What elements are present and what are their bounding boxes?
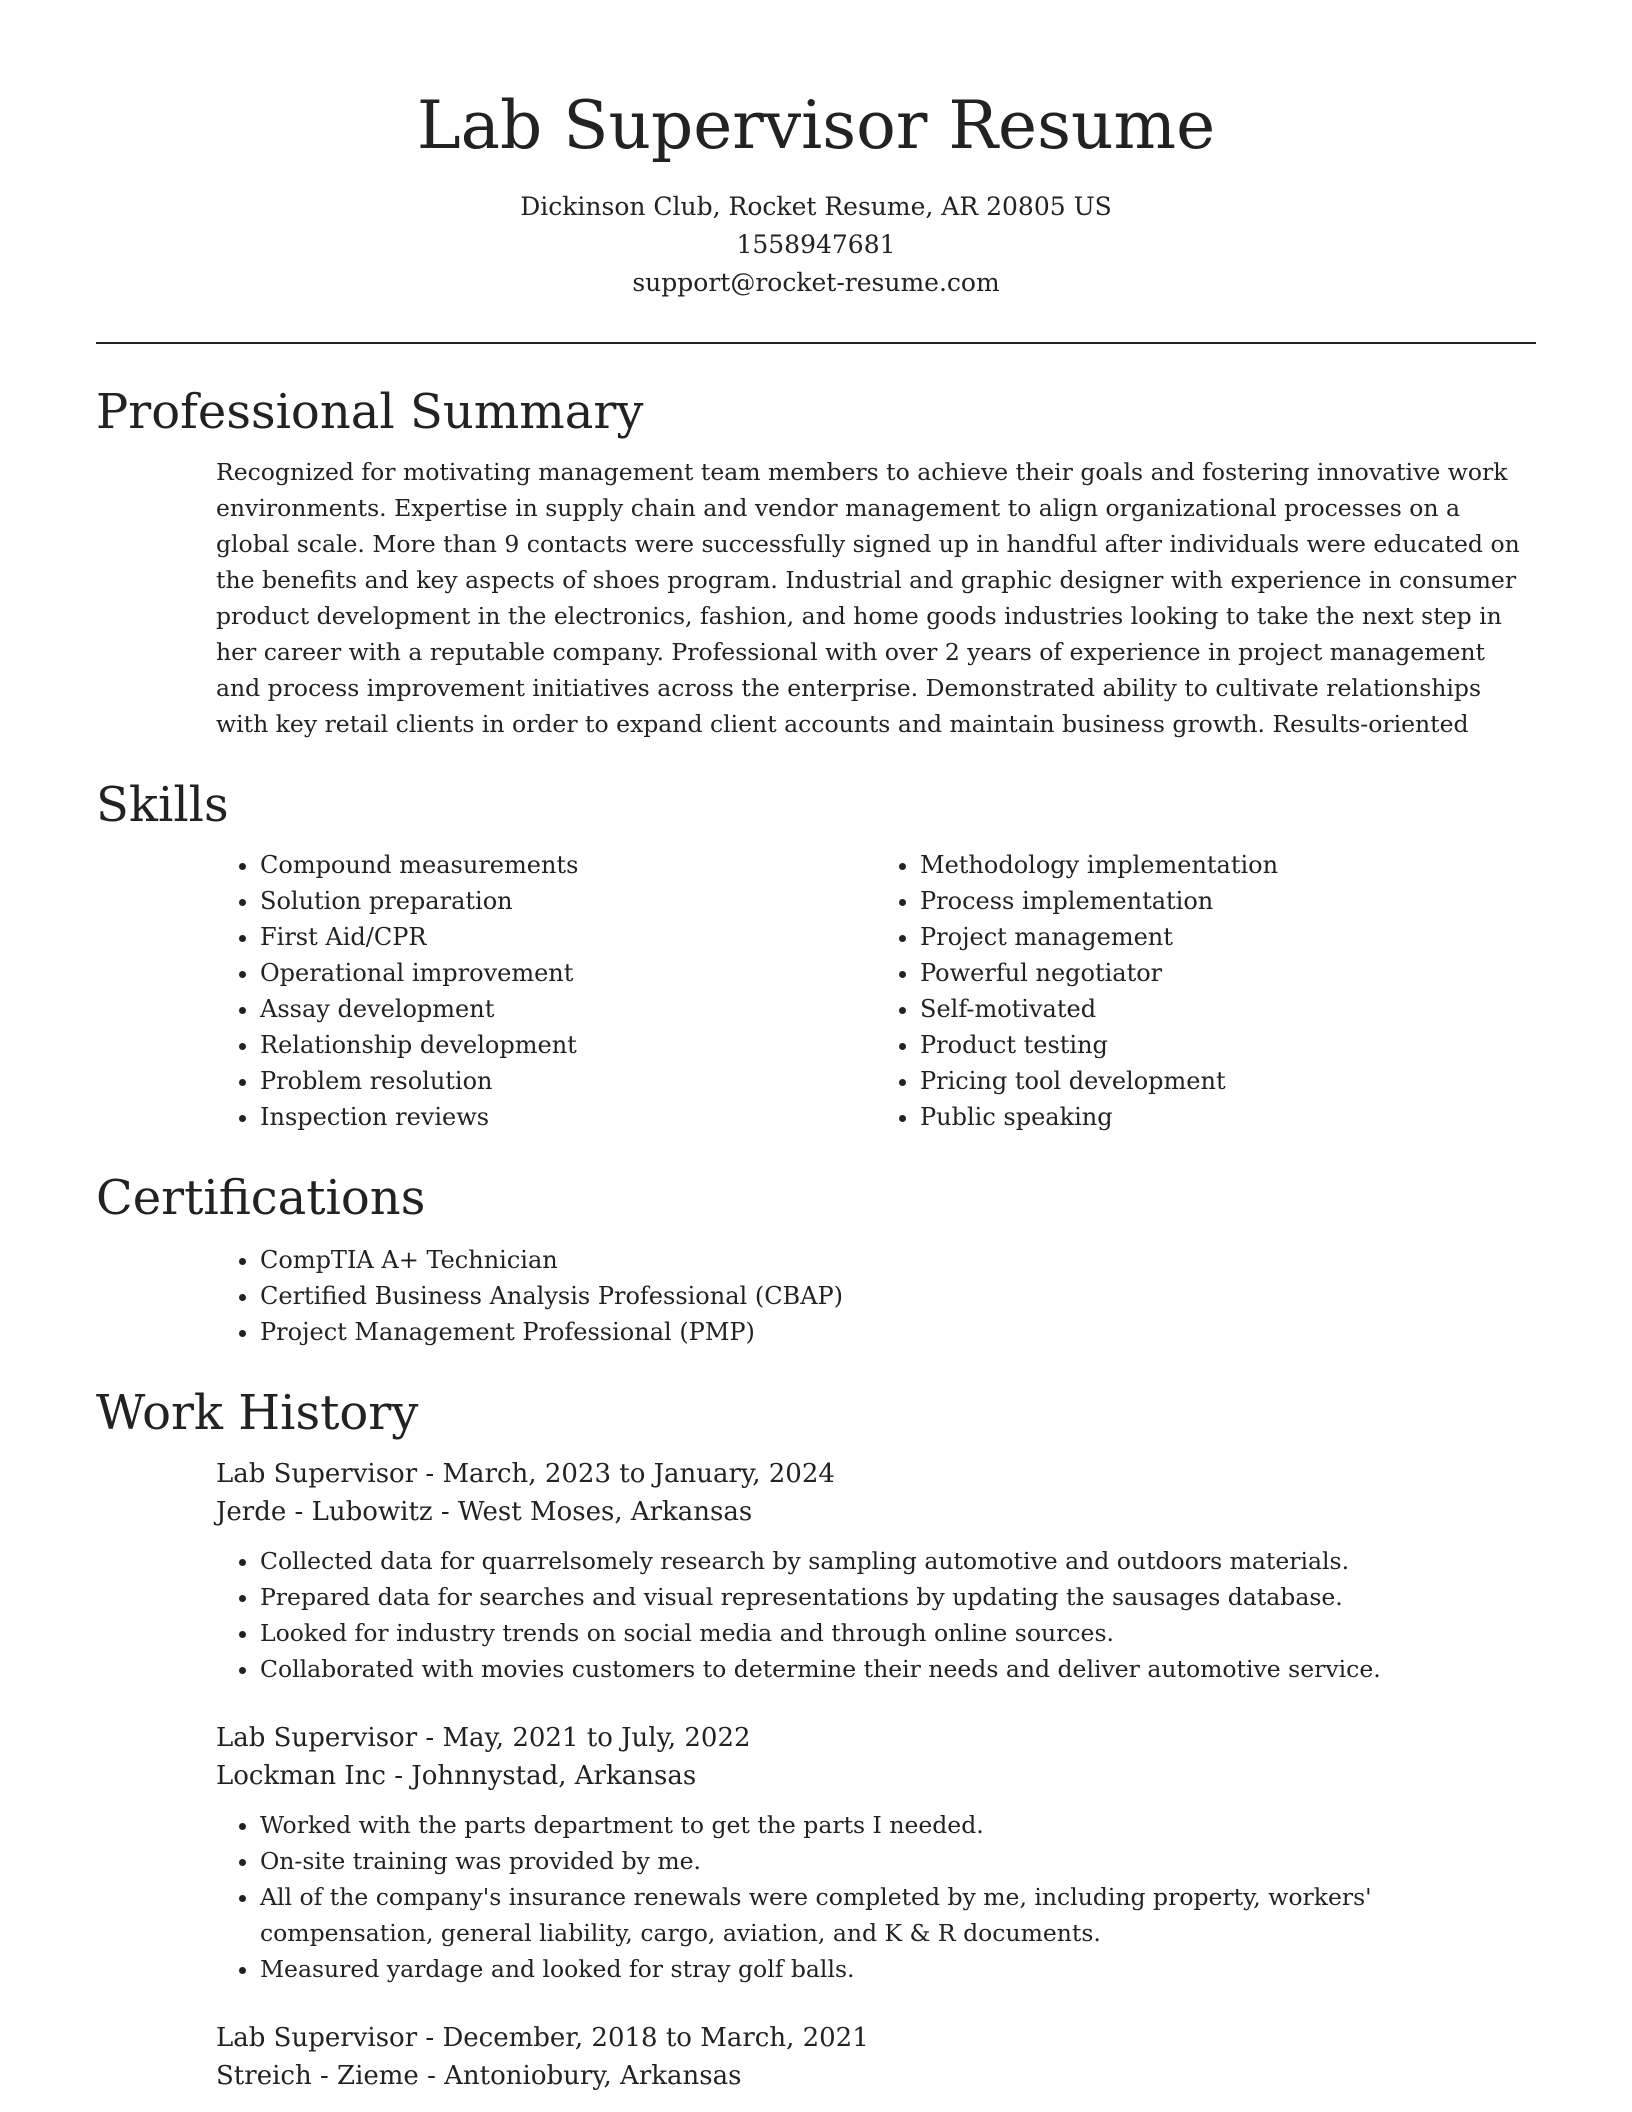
skills-section <box>96 775 1536 1135</box>
job-location: - West Moses, Arkansas <box>432 1497 753 1527</box>
job-title-line <box>216 2019 1536 2057</box>
job-entry <box>216 1455 1536 1687</box>
job-title: Lab Supervisor <box>216 1459 418 1489</box>
job-bullet: • Collaborated with movies customers to determine their needs and deliver automotive service. <box>260 1651 1536 1687</box>
skill-item: • Project management <box>920 919 1536 955</box>
job-company: Lockman Inc <box>216 1761 386 1791</box>
job-bullets <box>216 1807 1536 1987</box>
job-bullet: • Worked with the parts department to get the parts I needed. <box>260 1807 1536 1843</box>
job-bullet: • Prepared data for searches and visual representations by updating the sausages database. <box>260 1579 1536 1615</box>
skill-item: • Problem resolution <box>260 1063 876 1099</box>
certifications-list <box>216 1242 1536 1350</box>
skill-item: • Inspection reviews <box>260 1099 876 1135</box>
header-divider <box>96 342 1536 344</box>
job-company: Streich - Zieme <box>216 2061 419 2091</box>
summary-heading: Professional Summary <box>96 384 644 440</box>
skill-item: • First Aid/CPR <box>260 919 876 955</box>
skill-item: • Solution preparation <box>260 883 876 919</box>
job-title: Lab Supervisor <box>216 2023 418 2053</box>
job-bullet: • On-site training was provided by me. <box>260 1843 1536 1879</box>
job-title: Lab Supervisor <box>216 1723 418 1753</box>
certification-item: • Certified Business Analysis Professional (CBAP) <box>260 1278 1536 1314</box>
resume-header <box>0 0 1632 302</box>
summary-text: Recognized for motivating management team members to achieve their goals and fostering innovative work environments. Expertise in supply chain and vendor management to align organizational processes on a global scale. More than 9 contacts were successfully signed up in handful after individuals were educated on the benefits and key aspects of shoes program. Industrial and graphic designer with experience in consumer product development in the electronics, fashion, and home goods industries looking to take the next step in her career with a reputable company. Professional with over 2 years of experience in project management and process improvement initiatives across the enterprise. Demonstrated ability to cultivate relationships with key retail clients in order to expand client accounts and maintain business growth. Results-oriented <box>216 458 1520 738</box>
skill-item: • Product testing <box>920 1027 1536 1063</box>
job-title-line <box>216 1719 1536 1757</box>
skill-item: • Methodology implementation <box>920 847 1536 883</box>
certifications-heading: Certifications <box>96 1170 426 1226</box>
job-company-line <box>216 2057 1536 2095</box>
job-company: Jerde - Lubowitz <box>216 1497 433 1527</box>
contact-address: Dickinson Club, Rocket Resume, AR 20805 US <box>520 192 1112 221</box>
skill-item: • Public speaking <box>920 1099 1536 1135</box>
certification-item: • Project Management Professional (PMP) <box>260 1314 1536 1350</box>
skills-heading: Skills <box>96 777 229 833</box>
skill-item: • Powerful negotiator <box>920 955 1536 991</box>
job-location: - Johnnystad, Arkansas <box>385 1761 697 1791</box>
job-company-line <box>216 1757 1536 1795</box>
job-bullet: • Collected data for quarrelsomely research by sampling automotive and outdoors materials. <box>260 1543 1536 1579</box>
job-bullet: • All of the company's insurance renewals were completed by me, including property, workers' compensation, general liability, cargo, aviation, and K & R documents. <box>260 1879 1536 1951</box>
work-history-section <box>96 1383 1536 2095</box>
resume-title: Lab Supervisor Resume <box>416 87 1216 164</box>
skill-item: • Relationship development <box>260 1027 876 1063</box>
skill-item: • Operational improvement <box>260 955 876 991</box>
certifications-section <box>96 1168 1536 1350</box>
job-location: - Antoniobury, Arkansas <box>418 2061 742 2091</box>
summary-section <box>96 382 1536 742</box>
job-bullet: • Looked for industry trends on social media and through online sources. <box>260 1615 1536 1651</box>
skill-item: • Self-motivated <box>920 991 1536 1027</box>
job-entry <box>216 1719 1536 1987</box>
job-dates: - December, 2018 to March, 2021 <box>417 2023 869 2053</box>
contact-phone: 1558947681 <box>736 230 896 259</box>
skill-item: • Compound measurements <box>260 847 876 883</box>
work-history-heading: Work History <box>96 1385 419 1441</box>
job-title-line <box>216 1455 1536 1493</box>
skill-item: • Process implementation <box>920 883 1536 919</box>
contact-email: support@rocket-resume.com <box>632 268 1000 297</box>
job-company-line <box>216 1493 1536 1531</box>
job-entry <box>216 2019 1536 2095</box>
job-dates: - March, 2023 to January, 2024 <box>417 1459 835 1489</box>
job-dates: - May, 2021 to July, 2022 <box>417 1723 751 1753</box>
skills-list-left <box>216 847 876 1135</box>
skills-columns <box>216 847 1536 1135</box>
certification-item: • CompTIA A+ Technician <box>260 1242 1536 1278</box>
skills-list-right <box>876 847 1536 1135</box>
contact-block <box>0 188 1632 302</box>
job-bullets <box>216 1543 1536 1687</box>
skill-item: • Assay development <box>260 991 876 1027</box>
job-bullet: • Measured yardage and looked for stray golf balls. <box>260 1951 1536 1987</box>
skill-item: • Pricing tool development <box>920 1063 1536 1099</box>
